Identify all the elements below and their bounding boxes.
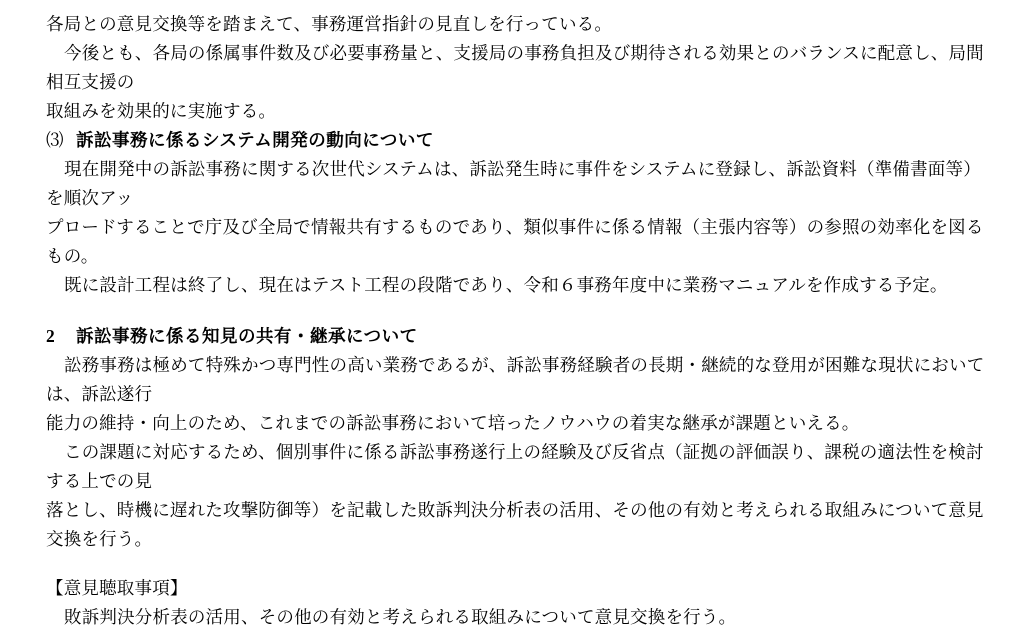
paragraph-3-line-1: 訟務事務は極めて特殊かつ専門性の高い業務であるが、訴訟事務経験者の長期・継続的な登用が困難な現状においては、訴訟遂行 xyxy=(46,355,985,404)
paragraph-1-line-3: 取組みを効果的に実施する。 xyxy=(46,101,277,121)
paragraph-1-line-2: 今後とも、各局の係属事件数及び必要事務量と、支援局の事務負担及び期待される効果とのバランスに配意し、局間相互支援の xyxy=(46,43,984,92)
paragraph-3-line-4: 落とし、時機に遅れた攻撃防御等）を記載した敗訴判決分析表の活用、その他の有効と考えられる取組みについて意見交換を行う。 xyxy=(46,500,984,549)
paragraph-2-line-1: 現在開発中の訴訟事務に関する次世代システムは、訴訟発生時に事件をシステムに登録し、訴訟資料（準備書面等）を順次アッ xyxy=(46,159,981,208)
heading-section-3 xyxy=(46,126,994,155)
paragraph-1 xyxy=(46,10,994,126)
bracket-heading: 【意見聴取事項】 xyxy=(46,578,188,598)
section-spacer-2 xyxy=(46,554,994,574)
paragraph-3-line-2: 能力の維持・向上のため、これまでの訴訟事務において培ったノウハウの着実な継承が課題といえる。 xyxy=(46,413,860,433)
heading-section-2-text: 訴訟事務に係る知見の共有・継承について xyxy=(76,326,418,346)
paragraph-2-line-2: プロードすることで庁及び全局で情報共有するものであり、類似事件に係る情報（主張内容等）の参照の効率化を図るもの。 xyxy=(46,217,984,266)
paragraph-3 xyxy=(46,351,994,554)
heading-section-3-text: 訴訟事務に係るシステム開発の動向について xyxy=(76,130,434,150)
heading-section-2 xyxy=(46,322,994,351)
paragraph-1-line-1: 各局との意見交換等を踏まえて、事務運営指針の見直しを行っている。 xyxy=(46,14,613,34)
heading-section-2-number: 2 xyxy=(46,326,55,346)
paragraph-3-line-3: この課題に対応するため、個別事件に係る訴訟事務遂行上の経験及び反省点（証拠の評価誤り、課税の適法性を検討する上での見 xyxy=(46,442,984,491)
section-spacer-1 xyxy=(46,300,994,322)
paragraph-4-line-1: 敗訴判決分析表の活用、その他の有効と考えられる取組みについて意見交換を行う。 xyxy=(64,607,737,627)
heading-section-3-number: ⑶ xyxy=(46,130,64,150)
paragraph-4 xyxy=(46,603,994,632)
paragraph-2-line-3: 既に設計工程は終了し、現在はテスト工程の段階であり、令和６事務年度中に業務マニュアルを作成する予定。 xyxy=(64,275,948,295)
paragraph-2 xyxy=(46,155,994,300)
